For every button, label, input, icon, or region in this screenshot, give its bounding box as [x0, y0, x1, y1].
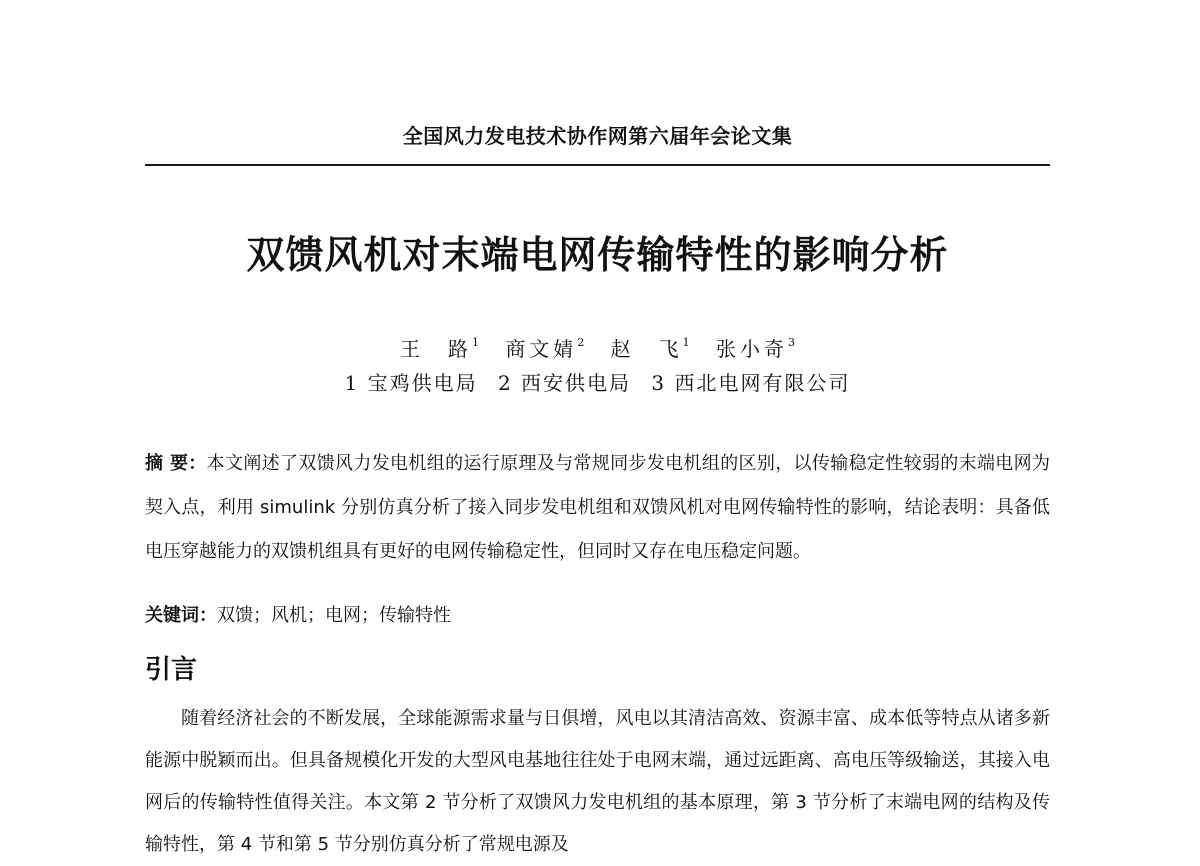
author-list	[145, 328, 1050, 364]
author-name: 王 路	[399, 337, 472, 361]
author-name: 张小奇	[716, 337, 789, 361]
header-divider	[145, 164, 1050, 166]
proceedings-header: 全国风力发电技术协作网第六届年会论文集	[402, 124, 793, 148]
author-affiliation-mark: 1	[682, 336, 690, 349]
abstract-text: 本文阐述了双馈风力发电机组的运行原理及与常规同步发电机组的区别，以传输稳定性较弱的末端电网为契入点，利用 simulink 分别仿真分析了接入同步发电机组和双馈风机对电网传输特性的影响，结论表明：具备低电压穿越能力的双馈机组具有更好的电网传输稳定性，但同时又存在电压稳定问题。	[145, 453, 1050, 562]
author-affiliation-mark: 2	[577, 336, 585, 349]
author-name: 赵 飞	[610, 337, 683, 361]
abstract-label: 摘 要：	[145, 453, 207, 474]
author	[716, 328, 795, 364]
author	[611, 328, 690, 364]
affiliation: 2 西安供电局	[497, 371, 632, 395]
abstract	[145, 442, 1050, 574]
author	[505, 328, 584, 364]
author-affiliation-mark: 1	[471, 336, 479, 349]
author-affiliation-mark: 3	[788, 336, 796, 349]
keywords-text: 双馈；风机；电网；传输特性	[217, 605, 451, 626]
keywords	[145, 601, 1050, 631]
author	[400, 328, 479, 364]
affiliation: 3 西北电网有限公司	[651, 371, 851, 395]
paper-title: 双馈风机对末端电网传输特性的影响分析	[246, 233, 949, 277]
keywords-label: 关键词：	[145, 605, 217, 626]
affiliation: 1 宝鸡供电局	[344, 371, 478, 395]
introduction-paragraph: 随着经济社会的不断发展，全球能源需求量与日俱增，风电以其清洁高效、资源丰富、成本低等特点从诸多新能源中脱颖而出。但具备规模化开发的大型风电基地往往处于电网末端，通过远距离、高电压等级输送，其接入电网后的传输特性值得关注。本文第 2 节分析了双馈风力发电机组的基本原理，第 3 节分析了末端电网的结构及传输特性，第 4 节和第 5 节分别仿真分析了常规电源及	[145, 708, 1050, 855]
author-name: 商文婧	[505, 337, 578, 361]
section-heading-introduction: 引言	[145, 655, 198, 685]
affiliation-list	[145, 368, 1050, 398]
